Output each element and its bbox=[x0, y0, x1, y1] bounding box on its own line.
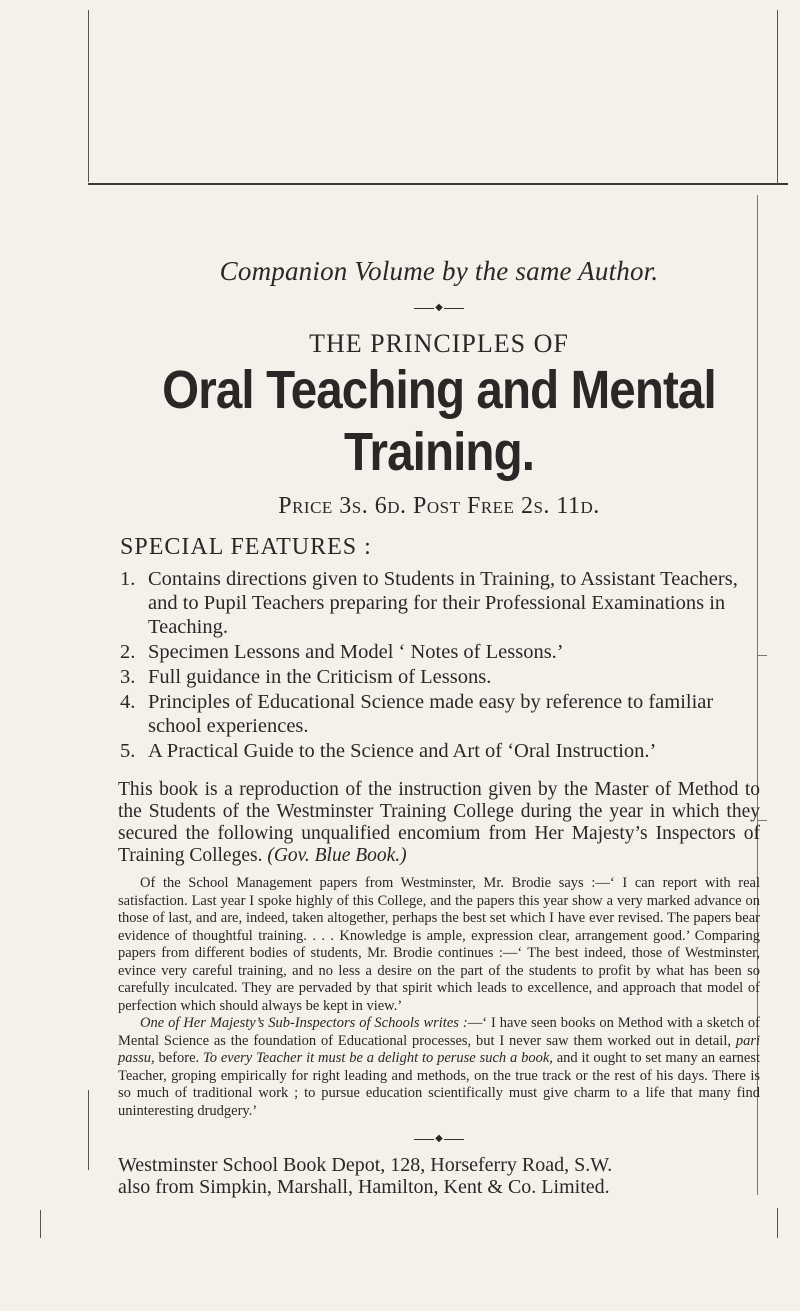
feature-item: 1. Contains directions given to Students in Training, to Assistant Teachers, and to Pupil Teachers preparing for their Professional Examinations in Teaching. bbox=[120, 568, 738, 638]
testimonial-brodie: Of the School Management papers from Westminster, Mr. Brodie says :—‘ I can report with real satisfaction. Last year I spoke highly of this College, and the papers this year show a very marked advance on those of last, and are, indeed, taken altogether, perhaps the best set which I have ever revised. The papers bear evidence of thoughtful training. . . . Knowledge is ample, expression clear, arrangement good.’ Comparing papers from different bodies of students, Mr. Brodie continues :—‘ The best indeed, those of Westminster, evince very careful training, and no less a desire on the part of the students to profit by what has been so carefully inculcated. They are pervaded by that spirit which leads to excellence, and approach that model of perfection which should always be kept in view.’ bbox=[118, 875, 760, 1014]
feature-item: 2. Specimen Lessons and Model ‘ Notes of Lessons.’ bbox=[120, 641, 564, 663]
features-list bbox=[118, 567, 760, 763]
intro-source: (Gov. Blue Book.) bbox=[267, 845, 407, 866]
features-heading: SPECIAL FEATURES : bbox=[120, 534, 372, 560]
book-title: Oral Teaching and Mental Training. bbox=[162, 360, 716, 482]
ornament-divider bbox=[118, 303, 760, 313]
page-border-left bbox=[88, 10, 89, 182]
advertisement-page bbox=[118, 190, 760, 1198]
title-prefix: THE PRINCIPLES OF bbox=[309, 329, 569, 358]
diamond-icon: ◆ bbox=[435, 302, 443, 313]
intro-paragraph: This book is a reproduction of the instruction given by the Master of Method to the Students of the Westminster Training College during the year in which they secured the following unqualified encomium from Her Majesty’s Inspectors of Training Colleges. (Gov. Blue Book.) bbox=[118, 779, 760, 866]
publisher-line-2: also from Simpkin, Marshall, Hamilton, Kent & Co. Limited. bbox=[118, 1176, 610, 1198]
ornament-divider bbox=[118, 1134, 760, 1144]
page-border-right bbox=[777, 10, 778, 184]
page-border-bottom-left bbox=[40, 1210, 41, 1238]
testimonial-block bbox=[118, 875, 760, 1120]
diamond-icon: ◆ bbox=[435, 1133, 443, 1144]
publisher-address bbox=[118, 1154, 760, 1198]
feature-item: 4. Principles of Educational Science made easy by reference to familiar school experiences. bbox=[120, 691, 714, 737]
page-border-left-lower bbox=[88, 1090, 89, 1170]
companion-heading: Companion Volume by the same Author. bbox=[219, 256, 659, 286]
testimonial-sub-inspector: One of Her Majesty’s Sub-Inspectors of Schools writes :—‘ I have seen books on Method with a sketch of Mental Science as the foundation of Educational processes, but I never saw them worked out in detail, pari passu, before. To every Teacher it must be a delight to peruse such a book, and it ought to set many an earnest Teacher, groping empirically for right leading and methods, on the true track or the rest of his days. There is so much of traditional work ; to pursue education scientifically must give charm to a life that many find uninteresting drudgery.’ bbox=[118, 1015, 760, 1119]
page-border-bottom-right bbox=[777, 1208, 778, 1238]
publisher-line-1: Westminster School Book Depot, 128, Horseferry Road, S.W. bbox=[118, 1154, 613, 1176]
feature-item: 5. A Practical Guide to the Science and Art of ‘Oral Instruction.’ bbox=[120, 740, 657, 762]
price-line: Price 3s. 6d. Post Free 2s. 11d. bbox=[278, 493, 600, 519]
page-border-top bbox=[88, 183, 788, 185]
feature-item: 3. Full guidance in the Criticism of Lessons. bbox=[120, 666, 492, 688]
